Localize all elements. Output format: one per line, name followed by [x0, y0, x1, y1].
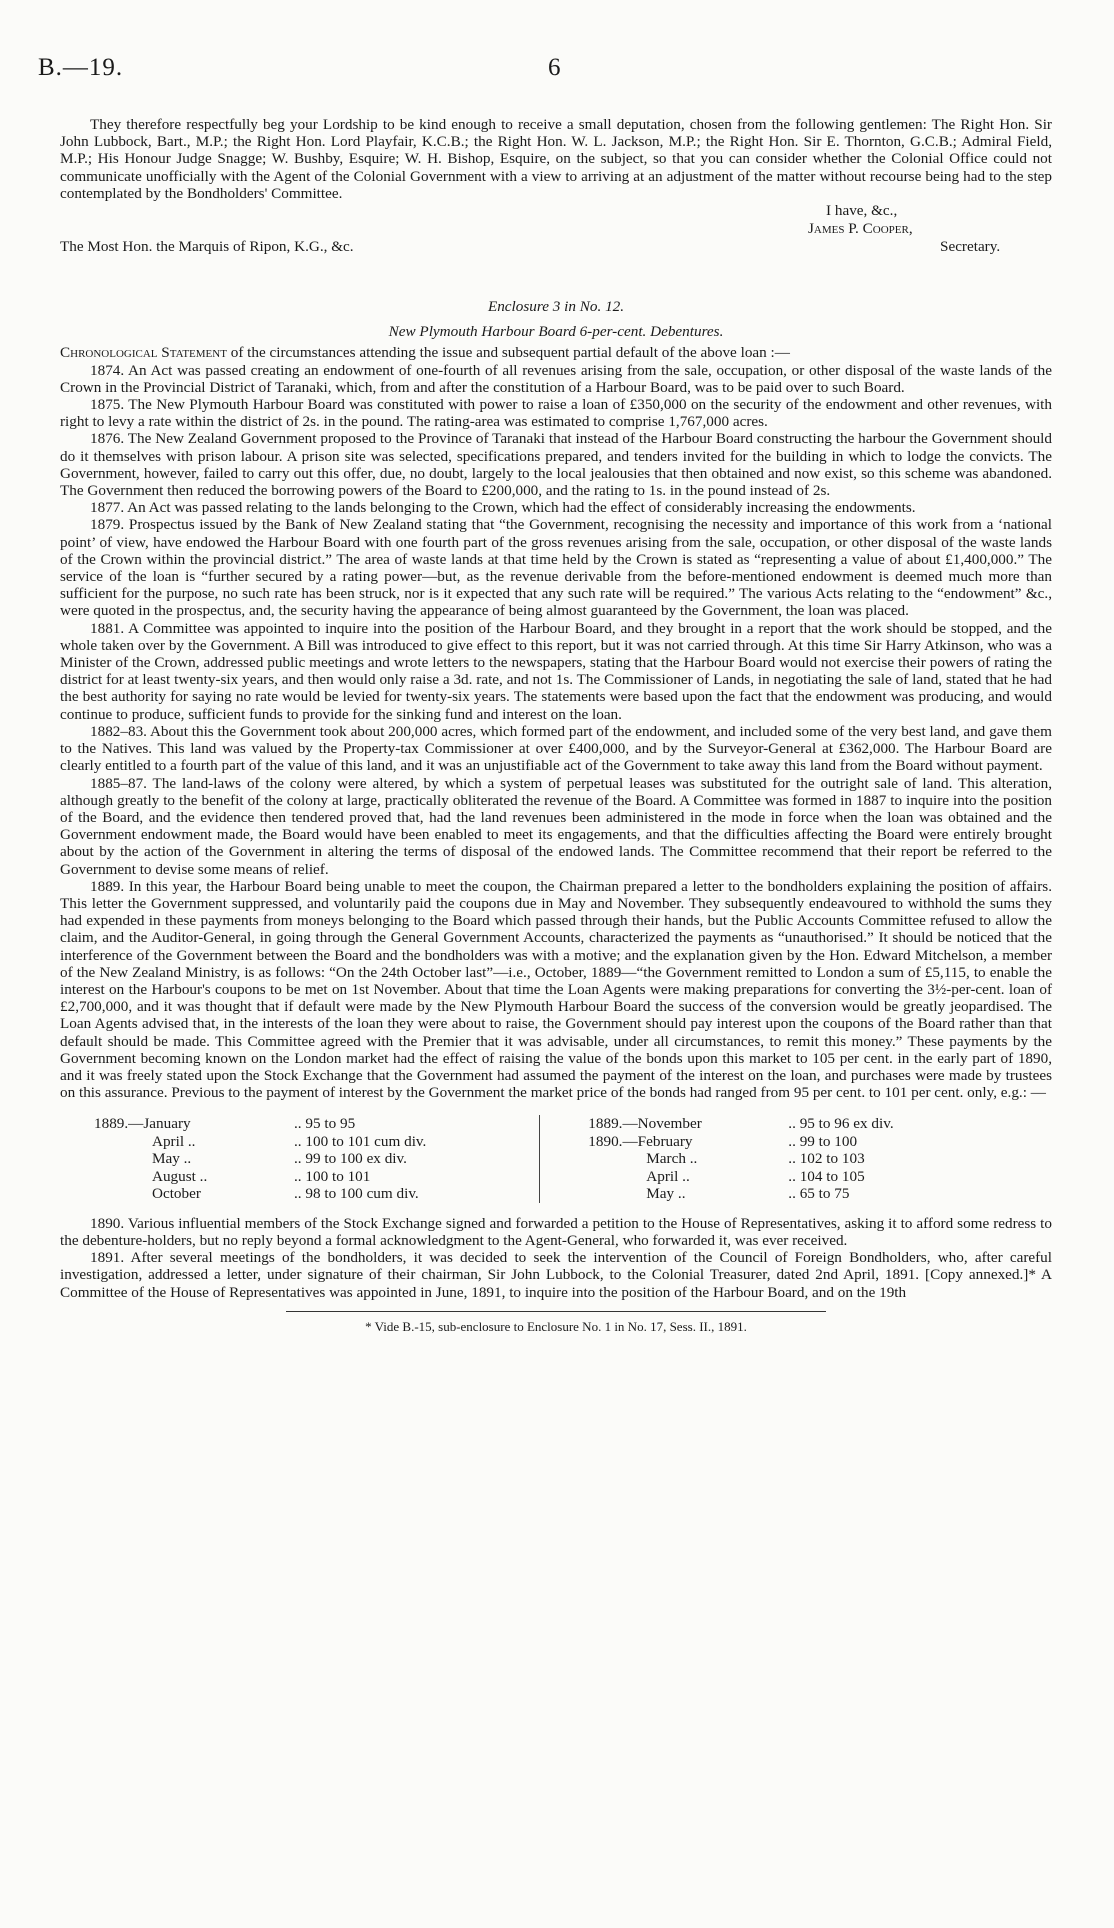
price-month: 1889.—January: [94, 1115, 191, 1133]
paragraph-1876: 1876. The New Zealand Government proposed to the Province of Taranaki that instead of the Harbour Board constructing the harbour the Government should do it themselves with prison labour. A prison site was selected, specifications prepared, and tenders invited for the building in which to lodge the convicts. The Government, however, failed to carry out this offer, due, no doubt, largely to the local jealousies that then obtained and now exist, so this scheme was abandoned. The Government then reduced the borrowing powers of the Board to £200,000, and the rating to 1s. in the pound instead of 2s.: [60, 430, 1052, 500]
paragraph-1885-87: 1885–87. The land-laws of the colony were altered, by which a system of perpetual leases was substituted for the outright sale of land. This alteration, although greatly to the benefit of the colony at large, practically obliterated the revenue of the Board. A Committee was formed in 1887 to inquire into the position of the Board, and the evidence then tendered proved that, had the land revenues been administered in the mode in force when the loan was obtained and the Government endowment made, the Board would have been enabled to meet its engagements, and that the difficulties affecting the Board were entirely brought about by the action of the Government in altering the terms of disposal of the endowed lands. The Committee recommend that their report be referred to the Government to devise some means of relief.: [60, 774, 1052, 878]
price-range: .. 100 to 101: [294, 1167, 371, 1185]
price-range: .. 99 to 100: [788, 1132, 858, 1150]
document-reference: B.—19.: [38, 54, 124, 81]
table-row: [94, 1168, 539, 1186]
signature-block: [60, 202, 1052, 272]
paragraph-1890: 1890. Various influential members of the Stock Exchange signed and forwarded a petition to the House of Representatives, asking it to afford some redress to the debenture-holders, but no reply beyond a formal acknowledgment to the Agent-General, who forwarded it, was ever received.: [60, 1214, 1052, 1250]
table-row: [94, 1185, 539, 1203]
paragraph-1882-83: 1882–83. About this the Government took about 200,000 acres, which formed part of the endowment, and included some of the very best land, and gave them to the Natives. This land was valued by the Property-tax Commissioner at over £400,000, and by the Surveyor-General at £362,000. The Harbour Board are clearly entitled to a fourth part of the value of this land, and it was an unjustifiable act of the Government to take away this land from the Board without payment.: [60, 722, 1052, 775]
price-range: .. 98 to 100 cum div.: [294, 1185, 419, 1203]
chronological-text: of the circumstances attending the issue and subsequent partial default of the above loan :—: [226, 344, 790, 362]
price-range: .. 102 to 103: [788, 1150, 865, 1168]
signatory-name: James P. Cooper,: [808, 220, 913, 238]
table-row: [588, 1115, 994, 1133]
chronological-label: Chronological Statement: [60, 344, 227, 362]
price-month: April ..: [152, 1132, 196, 1150]
price-month: 1890.—February: [588, 1132, 693, 1150]
price-range: .. 95 to 96 ex div.: [788, 1115, 894, 1133]
table-row: [588, 1133, 994, 1151]
enclosure-title: Enclosure 3 in No. 12.: [487, 298, 625, 316]
price-column-left: [94, 1115, 539, 1203]
chronological-intro: [60, 344, 1052, 361]
price-range: .. 95 to 95: [294, 1115, 356, 1133]
page-number: 6: [548, 54, 561, 81]
table-row: [588, 1168, 994, 1186]
footnote: * Vide B.-15, sub-enclosure to Enclosure No. 1 in No. 17, Sess. II., 1891.: [365, 1318, 747, 1334]
price-month: May ..: [646, 1185, 686, 1203]
paragraph-1881: 1881. A Committee was appointed to inquire into the position of the Harbour Board, and they brought in a report that the work should be stopped, and the whole taken over by the Government. A Bill was introduced to give effect to this report, but it was not carried through. At this time Sir Harry Atkinson, who was a Minister of the Crown, addressed public meetings and wrote letters to the newspapers, stating that the Harbour Board would not exercise their powers of rating the district for at least twenty-six years, and then would only raise a 3d. rate, and not 1s. The Commissioner of Lands, in negotiating the sale of land, stated that he had the best authority for saying no rate would be levied for twenty-six years. The statements were based upon the fact that the endowment was producing, and would continue to produce, sufficient funds to provide for the sinking fund and interest on the loan.: [60, 619, 1052, 723]
table-row: [94, 1133, 539, 1151]
paragraph-1874: 1874. An Act was passed creating an endowment of one-fourth of all revenues arising from the sale, occupation, or other disposal of the waste lands of the Crown in the Provincial District of Taranaki, which, from and after the constitution of a Harbour Board, was to be paid over to such Board.: [60, 361, 1052, 396]
price-month: August ..: [152, 1167, 208, 1185]
price-month: 1889.—November: [588, 1115, 702, 1133]
price-range: .. 100 to 101 cum div.: [294, 1132, 427, 1150]
price-month: March ..: [646, 1150, 698, 1168]
table-row: [588, 1185, 994, 1203]
bond-price-table: [94, 1115, 994, 1203]
letter-paragraph: They therefore respectfully beg your Lordship to be kind enough to receive a small deputation, chosen from the following gentlemen: The Right Hon. Sir John Lubbock, Bart., M.P.; the Right Hon. Lord Playfair, K.C.B.; the Right Hon. W. L. Jackson, M.P.; the Right Hon. Sir E. Thornton, G.C.B.; Admiral Field, M.P.; His Honour Judge Snagge; W. Bushby, Esquire; W. H. Bishop, Esquire, on the subject, so that you can consider whether the Colonial Office could not communicate unofficially with the Agent of the Colonial Government with a view to arriving at an adjustment of the matter without recourse being had to the step contemplated by the Bondholders' Committee.: [60, 116, 1052, 202]
paragraph-1889: 1889. In this year, the Harbour Board being unable to meet the coupon, the Chairman prepared a letter to the bondholders explaining the position of affairs. This letter the Government suppressed, and voluntarily paid the coupons due in May and November. They subsequently endeavoured to withhold the sums they had expended in these payments from moneys belonging to the Board which passed through their hands, but the Public Accounts Committee refused to allow the claim, and the Auditor-General, in going through the General Government Accounts, characterized the payments as “unauthorised.” It should be noticed that the interference of the Government between the Board and the bondholders was with a motive; and the explanation given by the Hon. Edward Mitchelson, a member of the New Zealand Ministry, is as follows: “On the 24th October last”—i.e., October, 1889—“the Government remitted to London a sum of £5,115, to enable the interest on the Harbour's coupons to be met on 1st November. About that time the Loan Agents were making preparations for converting the 3½-per-cent. loan of £2,700,000, and it was thought that if default were made by the New Plymouth Harbour Board the success of the conversion would be greatly jeopardised. The Loan Agents advised that, in the interests of the loan they were about to raise, the Government should pay interest upon the coupons of the Board rather than that default should be made. This Committee agreed with the Premier that it was advisable, under all circumstances, to remit this money.” These payments by the Government becoming known on the London market had the effect of raising the value of the bonds upon this market to 105 per cent. in the early part of 1890, and it was freely stated upon the Stock Exchange that the Government had assumed the payment of the interest on the loan, and purchases were made by trustees on this assurance. Previous to the payment of interest by the Government the market price of the bonds had ranged from 95 per cent. to 101 per cent. only, e.g.: —: [60, 877, 1052, 1102]
price-range: .. 99 to 100 ex div.: [294, 1150, 407, 1168]
table-row: [94, 1115, 539, 1133]
paragraph-1879: 1879. Prospectus issued by the Bank of New Zealand stating that “the Government, recognising the necessity and importance of this work from a ‘national point’ of view, have endowed the Harbour Board with one fourth part of the gross revenues arising from the sale, occupation, or other disposal of the waste lands of the Crown within the provincial district.” The area of waste lands at that time held by the Crown is stated as “representing a value of about £1,400,000.” The service of the loan is “further secured by a rating power—but, as the revenue derivable from the before-mentioned endowment is deemed much more than sufficient for the purpose, no such rate has been struck, nor is it expected that any such rate will be required.” The various Acts relating to the “endowment” &c., were quoted in the prospectus, and, the security having the appearance of being almost guaranteed by the Government, the loan was placed.: [60, 516, 1052, 620]
table-row: [588, 1150, 994, 1168]
paragraph-1875: 1875. The New Plymouth Harbour Board was constituted with power to raise a loan of £350,000 on the security of the endowment and other revenues, with right to levy a rate within the district of 2s. in the pound. The rating-area was estimated to comprise 1,767,000 acres.: [60, 396, 1052, 431]
enclosure-subtitle: New Plymouth Harbour Board 6-per-cent. Debentures.: [388, 323, 724, 341]
price-month: October: [152, 1185, 201, 1203]
paragraph-1891: 1891. After several meetings of the bondholders, it was decided to seek the intervention of the Council of Foreign Bondholders, who, after careful investigation, addressed a letter, under signature of their chairman, Sir John Lubbock, to the Colonial Treasurer, dated 2nd April, 1891. [Copy annexed.]* A Committee of the House of Representatives was appointed in June, 1891, to inquire into the position of the Harbour Board, and on the 19th: [60, 1249, 1052, 1301]
price-month: May ..: [152, 1150, 192, 1168]
closing-line: I have, &c.,: [826, 202, 898, 220]
signatory-title: Secretary.: [940, 238, 1001, 256]
table-row: [94, 1150, 539, 1168]
addressee-line: The Most Hon. the Marquis of Ripon, K.G., &c.: [60, 238, 354, 256]
price-range: .. 104 to 105: [788, 1167, 865, 1185]
price-month: April ..: [646, 1167, 690, 1185]
paragraph-1877: 1877. An Act was passed relating to the lands belonging to the Crown, which had the effect of considerably increasing the endowments.: [90, 499, 916, 517]
price-range: .. 65 to 75: [788, 1185, 850, 1203]
footnote-divider: [286, 1311, 826, 1312]
page-body: [60, 116, 1052, 1335]
price-column-right: [539, 1115, 994, 1203]
